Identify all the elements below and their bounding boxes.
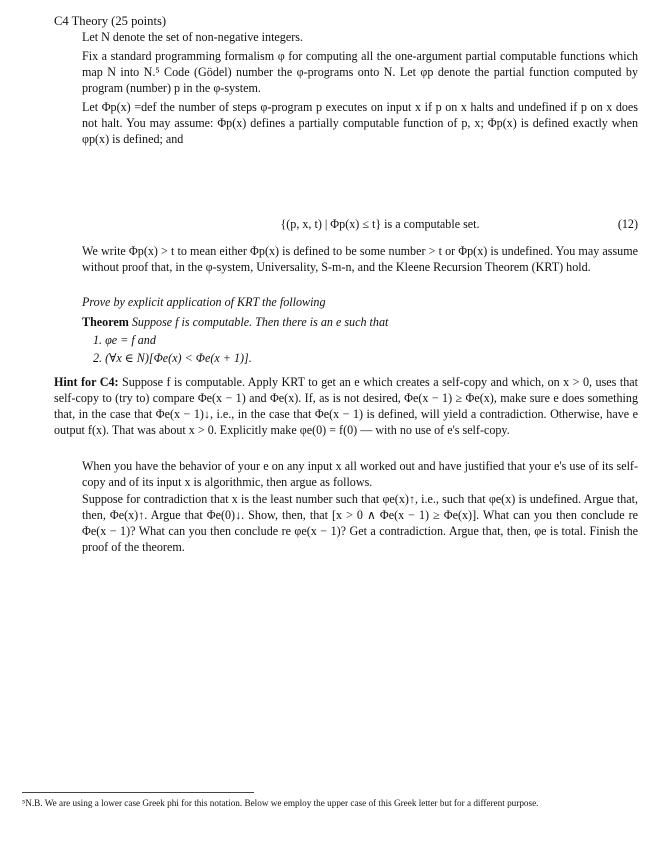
problem-title: C4 Theory xyxy=(54,14,108,28)
paragraph-prove: Prove by explicit application of KRT the following xyxy=(82,295,326,309)
hint-paragraph-3: Suppose for contradiction that x is the least number such that φe(x)↑, i.e., such that φe(x) is undefined. Argue that, then, Φe(x)↑. Argue that Φe(0)↓. Show, then, that [x > 0 ∧ Φe(x − 1) ≥ Φe(x)]. What can you then conclude re Φe(x − 1)? What can you then conclude re φe(x − 1)? Get a contradiction. Argue that, then, φe is total. Finish the proof of the theorem. xyxy=(82,492,638,554)
problem-points: (25 points) xyxy=(111,14,167,28)
equation-number: (12) xyxy=(617,217,638,231)
theorem-label: Theorem xyxy=(82,315,129,329)
paragraph-def-n: Let N denote the set of non-negative integers. xyxy=(82,30,303,44)
footnote-rule xyxy=(22,792,254,793)
hint-paragraph-2: When you have the behavior of your e on any input x all worked out and have justified that your e's use of its self-copy and of its input x is algorithmic, then argue as follows. xyxy=(82,459,638,489)
paragraph-step-count: Let Φp(x) =def the number of steps φ-program p executes on input x if p on x halts and undefined if p on x does not halt. You may assume: Φp(x) defines a partially computable function of p, x; Φp(x) is defined exactly when φp(x) is defined; and xyxy=(82,100,638,146)
display-equation xyxy=(82,216,638,232)
theorem-text: Suppose f is computable. Then there is an e such that xyxy=(131,315,389,329)
footnote: ⁵N.B. We are using a lower case Greek phi for this notation. Below we employ the upper case of this Greek letter but for a different purpose. xyxy=(22,798,539,808)
paragraph-formalism: Fix a standard programming formalism φ for computing all the one-argument partial computable functions which map N into N.⁵ Code (Gödel) number the φ-programs onto N. Let φp denote the partial function computed by program (number) p in the φ-system. xyxy=(82,49,638,95)
problem-header xyxy=(54,13,166,29)
hint-text-1: Suppose f is computable. Apply KRT to get an e which creates a self-copy and which, on x > 0, uses that self-copy to (try to) compare Φe(x − 1) and Φe(x). If, as is not desired, Φe(x − 1) ≥ Φe(x), make sure e does something that, in the case that Φe(x − 1)↓, i.e., in the case that Φe(x − 1) is defined, will yield a contradiction. Otherwise, have e output f(x). That was about x > 0. Explicitly make φe(0) = f(0) — with no use of e's self-copy. xyxy=(54,375,638,437)
theorem-item-2: 2. (∀x ∈ N)[Φe(x) < Φe(x + 1)]. xyxy=(93,351,252,365)
paragraph-notation: We write Φp(x) > t to mean either Φp(x) is defined to be some number > t or Φp(x) is undefined. You may assume without proof that, in the φ-system, Universality, S-m-n, and the Kleene Recursion Theorem (KRT) hold. xyxy=(82,244,638,274)
display-expression: {(p, x, t) | Φp(x) ≤ t} is a computable set. xyxy=(280,217,480,231)
theorem-item-1: 1. φe = f and xyxy=(93,333,156,347)
hint-label: Hint for C4: xyxy=(54,375,119,389)
hint-paragraph-1 xyxy=(54,374,638,438)
theorem-statement xyxy=(82,314,638,330)
